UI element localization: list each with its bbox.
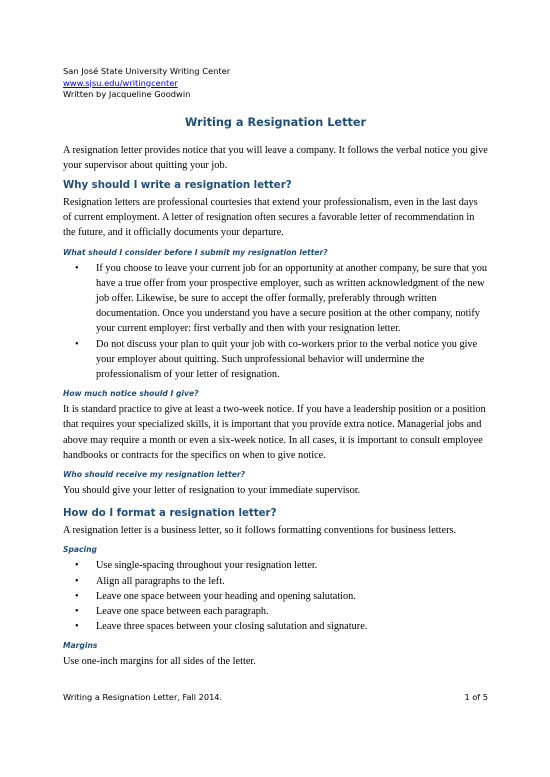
notice-paragraph: It is standard practice to give at least a two-week notice. If you have a leadership position or a position that requires your specialized skills, it is important that you provide extra notice. Managerial jobs and above may require a month or even a six-week notice. In all cases, it is important to consult employee handbooks or contracts for the specifics on when to give notice. bbox=[63, 404, 486, 461]
list-item: • Use single-spacing throughout your resignation letter. bbox=[63, 558, 488, 573]
heading-spacing: Spacing bbox=[63, 545, 97, 555]
list-item: • Leave three spaces between your closing salutation and signature. bbox=[63, 619, 488, 634]
heading-why: Why should I write a resignation letter? bbox=[63, 179, 292, 191]
list-item: • Leave one space between each paragraph. bbox=[63, 604, 488, 619]
header-institution: San José State University Writing Center bbox=[63, 66, 231, 76]
page-footer bbox=[63, 692, 488, 702]
intro-paragraph: A resignation letter provides notice that you will leave a company. It follows the verbal notice you give your supervisor about quitting your job. bbox=[63, 144, 488, 171]
list-item: • Align all paragraphs to the left. bbox=[63, 574, 488, 589]
list-item: • Leave one space between your heading and opening salutation. bbox=[63, 589, 488, 604]
heading-format: How do I format a resignation letter? bbox=[63, 508, 277, 520]
footer-title: Writing a Resignation Letter, Fall 2014. bbox=[63, 692, 223, 702]
heading-consider: What should I consider before I submit my resignation letter? bbox=[63, 247, 328, 257]
margins-paragraph: Use one-inch margins for all sides of the letter. bbox=[63, 656, 256, 668]
why-paragraph: Resignation letters are professional courtesies that extend your professionalism, even in the last days of current employment. A letter of resignation often secures a favorable letter of recommendation in the future, and it officially documents your departure. bbox=[63, 196, 478, 239]
document-page bbox=[63, 66, 488, 676]
heading-notice: How much notice should I give? bbox=[63, 389, 199, 399]
writing-center-link[interactable]: www.sjsu.edu/writingcenter bbox=[63, 77, 178, 88]
receive-paragraph: You should give your letter of resignation to your immediate supervisor. bbox=[63, 484, 361, 496]
page-number: 1 of 5 bbox=[464, 692, 488, 702]
list-item: • If you choose to leave your current job for an opportunity at another company, be sure that you have a true offer from your prospective employer, such as written acknowledgment of the new job offer. Likewise, be sure to accept the offer formally, preferably through written documentation. Once you understand you have a secure position at the other company, notify your current employer: first verbally and then with your resignation letter. bbox=[63, 261, 488, 337]
spacing-list bbox=[63, 558, 488, 634]
document-title: Writing a Resignation Letter bbox=[184, 115, 367, 129]
format-paragraph: A resignation letter is a business letter, so it follows formatting conventions for business letters. bbox=[63, 525, 457, 537]
heading-margins: Margins bbox=[63, 641, 98, 651]
header-author: Written by Jacqueline Goodwin bbox=[63, 89, 191, 99]
consider-list bbox=[63, 261, 488, 383]
list-item: • Do not discuss your plan to quit your job with co-workers prior to the verbal notice you give your employer about quitting. Such unprofessional behavior will undermine the professionalism of your letter of resignation. bbox=[63, 337, 488, 383]
heading-receive: Who should receive my resignation letter? bbox=[63, 469, 246, 479]
